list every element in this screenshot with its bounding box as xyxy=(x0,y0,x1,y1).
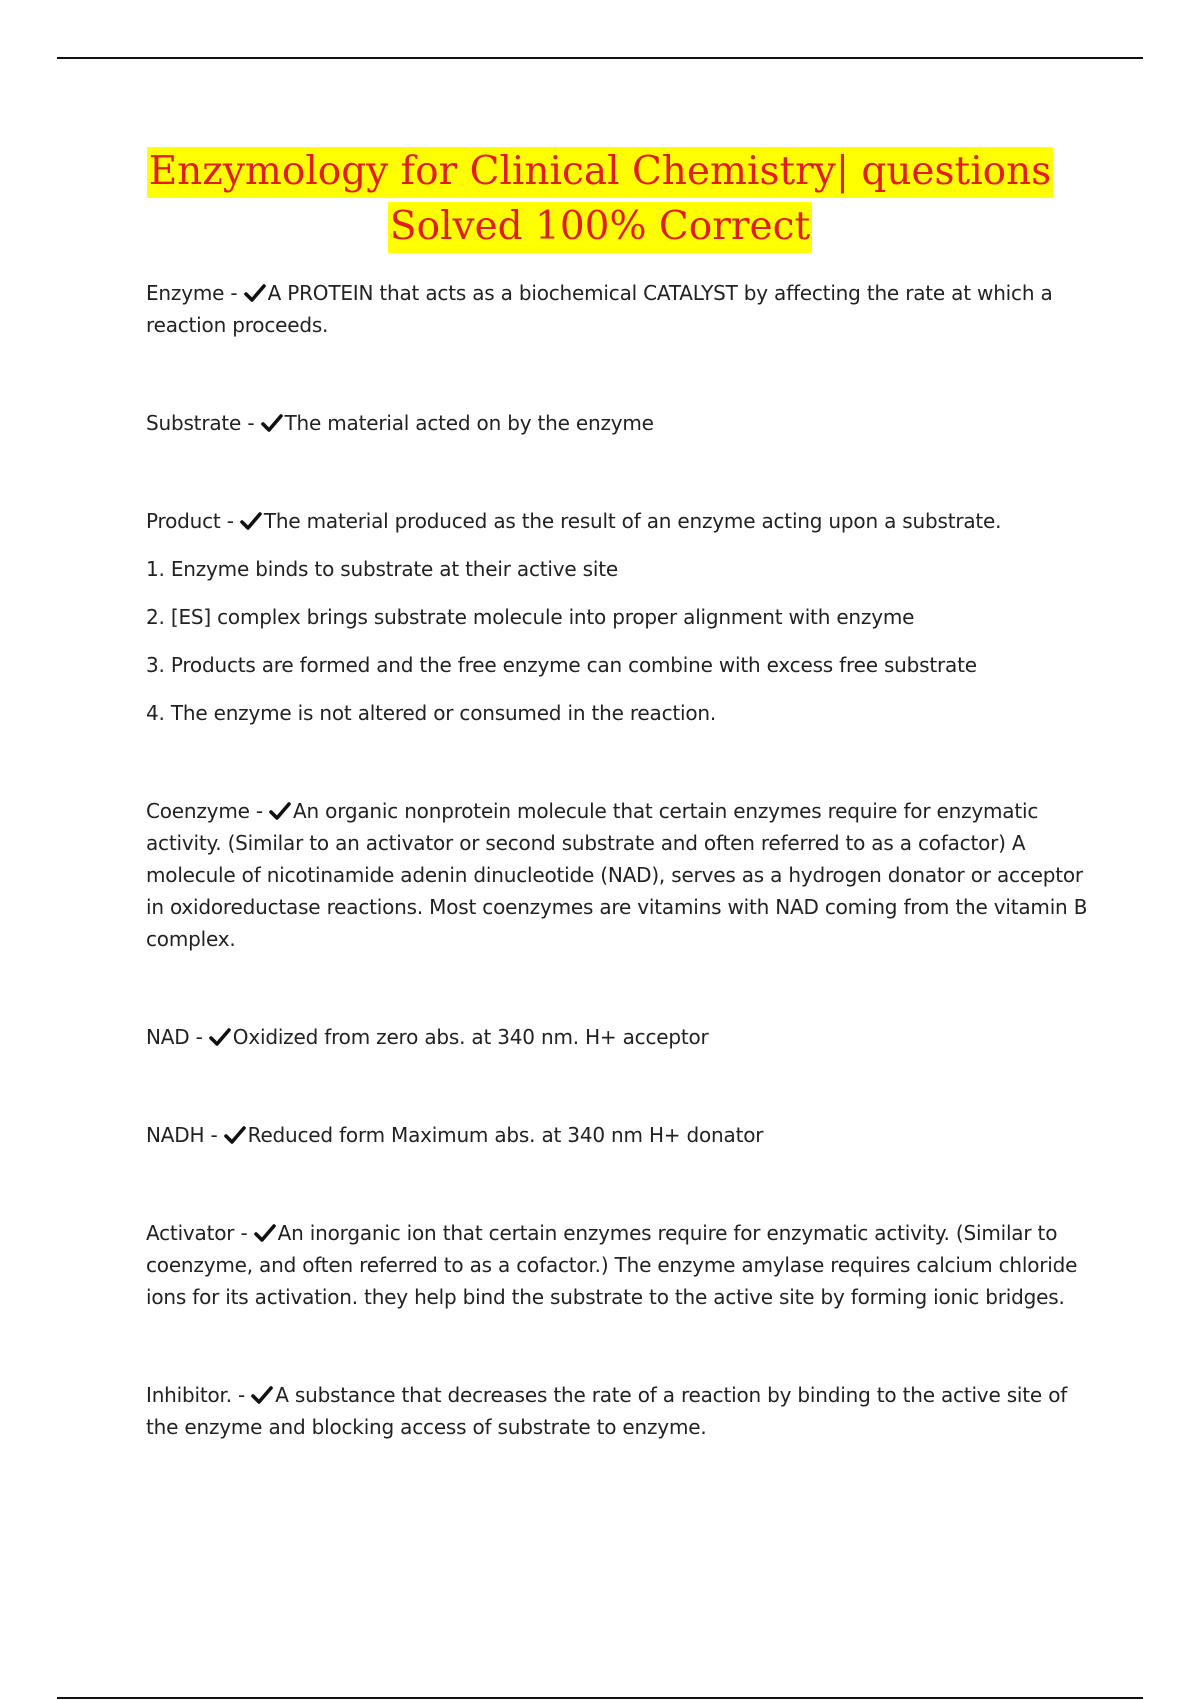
definition: A PROTEIN that acts as a biochemical CATALYST by affecting the rate at which a reaction proceeds. xyxy=(146,281,1053,337)
checkmark-icon xyxy=(244,284,266,302)
definition: The material produced as the result of an enzyme acting upon a substrate. xyxy=(263,509,1002,533)
entry-inhibitor: Inhibitor. - A substance that decreases the rate of a reaction by binding to the active site of the enzyme and blocking access of substrate to enzyme. xyxy=(146,1383,1068,1439)
step-3: 3. Products are formed and the free enzyme can combine with excess free substrate xyxy=(146,653,977,677)
checkmark-icon xyxy=(240,512,262,530)
document-body xyxy=(146,277,1096,1443)
term: Substrate xyxy=(146,411,242,435)
title-line-1: Enzymology for Clinical Chemistry| questions xyxy=(147,147,1054,198)
entry-coenzyme: Coenzyme - An organic nonprotein molecule that certain enzymes require for enzymatic activity. (Similar to an activator or second substrate and often referred to as a cofactor) A molecule of nicotinamide adenin dinucleotide (NAD), serves as a hydrogen donator or acceptor in oxidoreductase reactions. Most coenzymes are vitamins with NAD coming from the vitamin B complex. xyxy=(146,799,1088,951)
checkmark-icon xyxy=(224,1126,246,1144)
definition: A substance that decreases the rate of a reaction by binding to the active site of the enzyme and blocking access of substrate to enzyme. xyxy=(146,1383,1068,1439)
top-divider xyxy=(57,57,1143,59)
term: Activator xyxy=(146,1221,235,1245)
checkmark-icon xyxy=(269,802,291,820)
term: NAD xyxy=(146,1025,190,1049)
entry-enzyme: Enzyme - A PROTEIN that acts as a biochemical CATALYST by affecting the rate at which a reaction proceeds. xyxy=(146,281,1053,337)
document-title xyxy=(57,144,1143,254)
definition: An inorganic ion that certain enzymes require for enzymatic activity. (Similar to coenzyme, and often referred to as a cofactor.) The enzyme amylase requires calcium chloride ions for its activation. they help bind the substrate to the active site by forming ionic bridges. xyxy=(146,1221,1078,1309)
bottom-divider xyxy=(57,1697,1143,1699)
entry-nadh: NADH - Reduced form Maximum abs. at 340 nm H+ donator xyxy=(146,1123,764,1147)
term: NADH xyxy=(146,1123,205,1147)
entry-product: Product - The material produced as the result of an enzyme acting upon a substrate. xyxy=(146,509,1002,533)
definition: An organic nonprotein molecule that certain enzymes require for enzymatic activity. (Similar to an activator or second substrate and often referred to as a cofactor) A molecule of nicotinamide adenin dinucleotide (NAD), serves as a hydrogen donator or acceptor in oxidoreductase reactions. Most coenzymes are vitamins with NAD coming from the vitamin B complex. xyxy=(146,799,1088,951)
checkmark-icon xyxy=(251,1386,273,1404)
entry-activator: Activator - An inorganic ion that certain enzymes require for enzymatic activity. (Similar to coenzyme, and often referred to as a cofactor.) The enzyme amylase requires calcium chloride ions for its activation. they help bind the substrate to the active site by forming ionic bridges. xyxy=(146,1221,1078,1309)
term: Coenzyme xyxy=(146,799,250,823)
step-2: 2. [ES] complex brings substrate molecule into proper alignment with enzyme xyxy=(146,605,915,629)
entry-substrate: Substrate - The material acted on by the enzyme xyxy=(146,411,654,435)
step-4: 4. The enzyme is not altered or consumed in the reaction. xyxy=(146,701,717,725)
checkmark-icon xyxy=(254,1224,276,1242)
checkmark-icon xyxy=(261,414,283,432)
term: Inhibitor. xyxy=(146,1383,232,1407)
term: Enzyme xyxy=(146,281,225,305)
checkmark-icon xyxy=(209,1028,231,1046)
definition: Reduced form Maximum abs. at 340 nm H+ donator xyxy=(247,1123,764,1147)
step-1: 1. Enzyme binds to substrate at their active site xyxy=(146,557,618,581)
definition: Oxidized from zero abs. at 340 nm. H+ acceptor xyxy=(232,1025,709,1049)
term: Product xyxy=(146,509,221,533)
entry-nad: NAD - Oxidized from zero abs. at 340 nm. H+ acceptor xyxy=(146,1025,709,1049)
title-line-2: Solved 100% Correct xyxy=(388,202,812,253)
definition: The material acted on by the enzyme xyxy=(284,411,654,435)
